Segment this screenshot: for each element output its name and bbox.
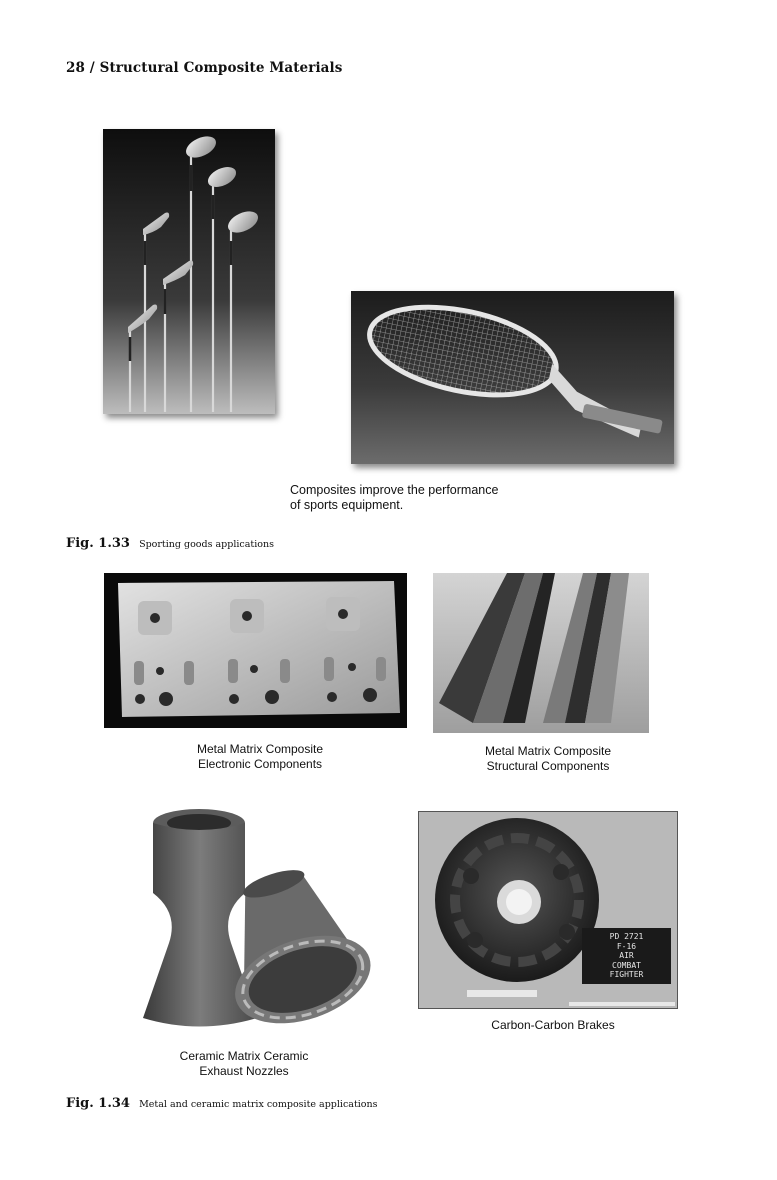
nozzles-caption-line1: Ceramic Matrix Ceramic [179,1049,309,1063]
electronic-components-caption [150,742,370,771]
structural-components-photo [433,573,649,733]
electronic-caption-line2: Electronic Components [197,756,323,771]
figure-1-34-caption [66,1092,378,1111]
sports-inset-caption-line1: Composites improve the performance [290,483,499,497]
running-header: 28 / Structural Composite Materials [66,60,343,76]
electronic-caption-line1: Metal Matrix Composite [196,742,324,756]
electronic-components-photo [104,573,407,728]
figure-1-33-caption [66,532,274,551]
brakes-caption-line1: Carbon-Carbon Brakes [491,1018,615,1032]
figure-label: Fig. 1.33 [66,536,130,551]
brake-placard [582,928,671,984]
placard-line-3: AIR [619,951,634,960]
nozzles-caption-line2: Exhaust Nozzles [199,1063,289,1078]
tennis-racket-photo [351,291,674,464]
structural-components-caption [438,744,658,773]
placard-line-5: FIGHTER [609,970,644,979]
golf-clubs-photo [103,129,275,414]
structural-caption-line1: Metal Matrix Composite [484,744,612,758]
structural-caption-line2: Structural Components [486,758,610,773]
figure-caption-text: Sporting goods applications [139,539,274,550]
placard-line-2: F-16 [616,941,637,951]
figure-label: Fig. 1.34 [66,1096,130,1111]
placard-line-1: PD 2721 [609,932,644,941]
sports-inset-caption [290,483,550,512]
figure-caption-text: Metal and ceramic matrix composite applications [139,1099,378,1110]
placard-line-4: COMBAT [612,960,641,970]
carbon-brakes-caption [448,1018,658,1033]
exhaust-nozzles-photo [139,803,375,1043]
exhaust-nozzles-caption [140,1049,348,1078]
sports-inset-caption-line2: of sports equipment. [290,497,404,512]
